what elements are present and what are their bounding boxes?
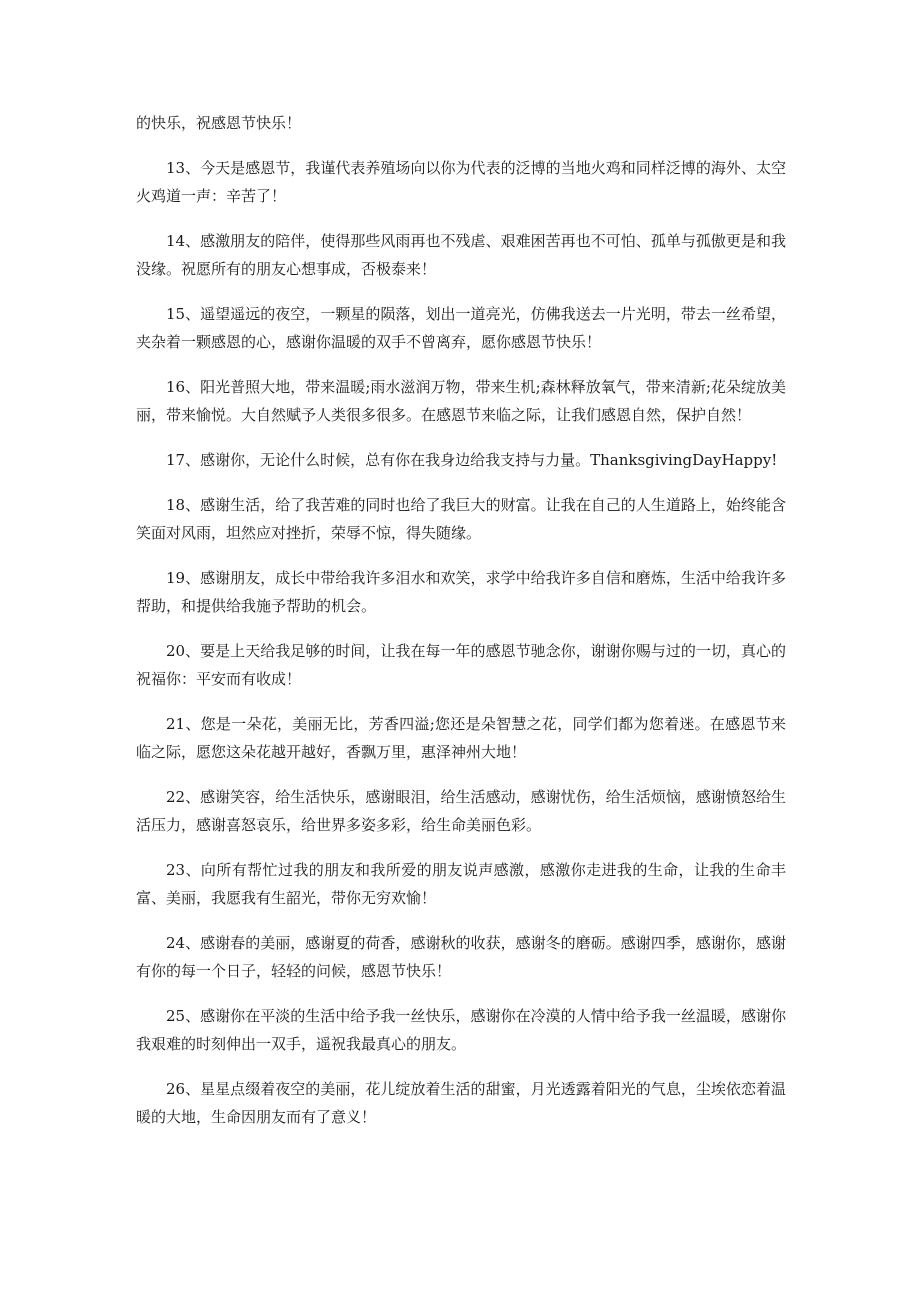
paragraph-23: 23、向所有帮忙过我的朋友和我所爱的朋友说声感激，感激你走进我的生命，让我的生命丰富、美丽，我愿我有生韶光，带你无穷欢愉！ <box>136 861 786 907</box>
paragraph-20: 20、要是上天给我足够的时间，让我在每一年的感恩节驰念你，谢谢你赐与过的一切，真心的祝福你：平安而有收成！ <box>136 642 786 688</box>
paragraph-25: 25、感谢你在平淡的生活中给予我一丝快乐，感谢你在冷漠的人情中给予我一丝温暖，感谢你我艰难的时刻伸出一双手，遥祝我最真心的朋友。 <box>136 1007 786 1053</box>
paragraph-13: 13、今天是感恩节，我谨代表养殖场向以你为代表的泛博的当地火鸡和同样泛博的海外、太空火鸡道一声：辛苦了！ <box>136 159 786 205</box>
paragraph-17: 17、感谢你，无论什么时候，总有你在我身边给我支持与力量。ThanksgivingDayHappy! <box>166 451 778 469</box>
paragraph-15: 15、遥望遥远的夜空，一颗星的陨落，划出一道亮光，仿佛我送去一片光明，带去一丝希望，夹杂着一颗感恩的心，感谢你温暖的双手不曾离弃，愿你感恩节快乐！ <box>136 305 786 351</box>
paragraph-14: 14、感激朋友的陪伴，使得那些风雨再也不残虐、艰难困苦再也不可怕、孤单与孤傲更是和我没缘。祝愿所有的朋友心想事成，否极泰来！ <box>136 232 786 278</box>
paragraph-18: 18、感谢生活，给了我苦难的同时也给了我巨大的财富。让我在自己的人生道路上，始终能含笑面对风雨，坦然应对挫折，荣辱不惊，得失随缘。 <box>136 496 786 542</box>
paragraph-26: 26、星星点缀着夜空的美丽，花儿绽放着生活的甜蜜，月光透露着阳光的气息，尘埃依恋着温暖的大地，生命因朋友而有了意义！ <box>136 1080 786 1126</box>
document-body <box>136 109 786 1148</box>
paragraph-19: 19、感谢朋友，成长中带给我许多泪水和欢笑，求学中给我许多自信和磨炼，生活中给我许多帮助，和提供给我施予帮助的机会。 <box>136 569 786 615</box>
paragraph-22: 22、感谢笑容，给生活快乐，感谢眼泪，给生活感动，感谢忧伤，给生活烦恼，感谢愤怒给生活压力，感谢喜怒哀乐，给世界多姿多彩，给生命美丽色彩。 <box>136 788 786 834</box>
paragraph-21: 21、您是一朵花，美丽无比，芳香四溢;您还是朵智慧之花，同学们都为您着迷。在感恩节来临之际，愿您这朵花越开越好，香飘万里，惠泽神州大地！ <box>136 715 786 761</box>
paragraph-24: 24、感谢春的美丽，感谢夏的荷香，感谢秋的收获，感谢冬的磨砺。感谢四季，感谢你，感谢有你的每一个日子，轻轻的问候，感恩节快乐！ <box>136 934 786 980</box>
paragraph-16: 16、阳光普照大地，带来温暖;雨水滋润万物，带来生机;森林释放氧气，带来清新;花朵绽放美丽，带来愉悦。大自然赋予人类很多很多。在感恩节来临之际，让我们感恩自然，保护自然！ <box>136 378 786 424</box>
paragraph-continuation: 的快乐，祝感恩节快乐！ <box>136 114 302 132</box>
